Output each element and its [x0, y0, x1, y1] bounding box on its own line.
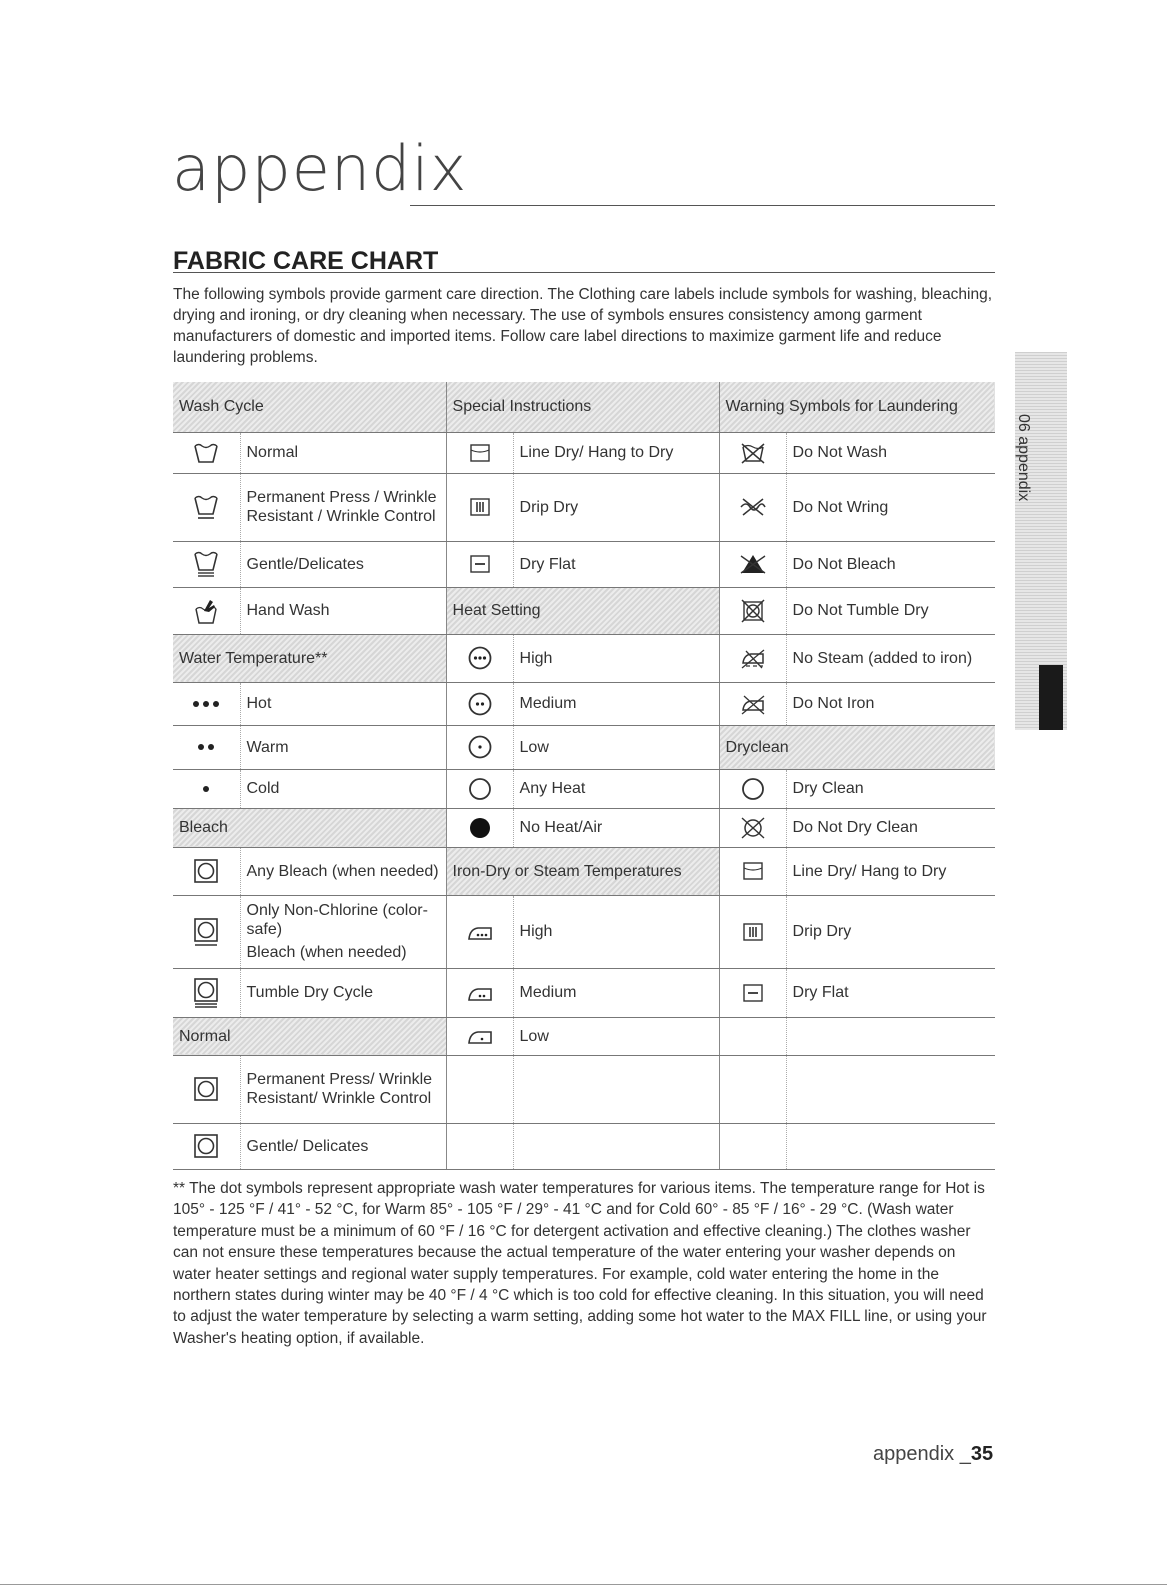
line-dry-icon	[446, 432, 513, 473]
wash-permanent-press-label: Permanent Press / Wrinkle Resistant / Wrinkle Control	[240, 473, 446, 541]
non-chlorine-bleach-label	[240, 895, 446, 968]
hand-wash-icon	[173, 587, 240, 634]
water-warm-label: Warm	[240, 725, 446, 769]
normal-permanent-press-label: Permanent Press/ Wrinkle Resistant/ Wrinkle Control	[240, 1055, 446, 1123]
table-row	[173, 541, 995, 587]
table-row	[173, 769, 995, 808]
iron-high-label: High	[513, 895, 719, 968]
iron-medium-label: Medium	[513, 968, 719, 1017]
page-footer	[873, 1443, 993, 1466]
table-row	[173, 432, 995, 473]
any-bleach-label: Any Bleach (when needed)	[240, 847, 446, 895]
heat-any-label: Any Heat	[513, 769, 719, 808]
table-row	[173, 725, 995, 769]
title-rule	[410, 205, 995, 206]
iron-low-label: Low	[513, 1017, 719, 1055]
tub-icon	[173, 432, 240, 473]
normal-gentle-label: Gentle/ Delicates	[240, 1123, 446, 1169]
dryer-no-heat-icon	[446, 808, 513, 847]
header-iron-temperatures: Iron-Dry or Steam Temperatures	[446, 847, 719, 895]
dryclean-dry-flat-label: Dry Flat	[786, 968, 995, 1017]
table-row	[173, 808, 995, 847]
table-row	[173, 847, 995, 895]
heading-rule	[173, 272, 995, 273]
no-steam-icon	[719, 634, 786, 682]
warm-dots-icon	[173, 725, 240, 769]
dryer-low-heat-icon	[446, 725, 513, 769]
tub-permanent-press-icon	[173, 473, 240, 541]
do-not-tumble-dry-label: Do Not Tumble Dry	[786, 587, 995, 634]
tumble-dry-permanent-press-icon	[173, 895, 240, 968]
dryclean-drip-dry-label: Drip Dry	[786, 895, 995, 968]
page-title: appendix	[172, 132, 468, 205]
do-not-iron-icon	[719, 682, 786, 725]
do-not-iron-label: Do Not Iron	[786, 682, 995, 725]
wash-normal-label: Normal	[240, 432, 446, 473]
header-wash-cycle: Wash Cycle	[173, 382, 446, 432]
page-number: 35	[970, 1443, 994, 1465]
wash-gentle-label: Gentle/Delicates	[240, 541, 446, 587]
table-row	[173, 895, 995, 968]
water-hot-label: Hot	[240, 682, 446, 725]
do-not-wash-icon	[719, 432, 786, 473]
do-not-bleach-label: Do Not Bleach	[786, 541, 995, 587]
hot-dots-icon	[173, 682, 240, 725]
intro-paragraph: The following symbols provide garment care direction. The Clothing care labels include symbols for washing, bleaching, drying and ironing, or dry cleaning when necessary. The use of symbols ensures consistency among garment manufacturers of domestic and imported items. Follow care label directions to maximize garment life and reduce laundering problems.	[173, 286, 993, 366]
do-not-wring-icon	[719, 473, 786, 541]
dryer-medium-heat-icon	[446, 682, 513, 725]
table-row	[173, 1123, 995, 1169]
header-heat-setting: Heat Setting	[446, 587, 719, 634]
header-special-instructions: Special Instructions	[446, 382, 719, 432]
dryclean-line-dry-label: Line Dry/ Hang to Dry	[786, 847, 995, 895]
iron-low-icon	[446, 1017, 513, 1055]
do-not-dry-clean-label: Do Not Dry Clean	[786, 808, 995, 847]
heat-high-label: High	[513, 634, 719, 682]
table-row	[173, 1055, 995, 1123]
tumble-dry-cycle-label: Tumble Dry Cycle	[240, 968, 446, 1017]
table-row	[173, 587, 995, 634]
dry-clean-icon	[719, 769, 786, 808]
iron-medium-icon	[446, 968, 513, 1017]
table-row	[173, 634, 995, 682]
dry-flat-label: Dry Flat	[513, 541, 719, 587]
table-row	[173, 473, 995, 541]
table-row	[173, 382, 995, 432]
chapter-side-tab	[1015, 352, 1067, 730]
do-not-wash-label: Do Not Wash	[786, 432, 995, 473]
non-chlorine-line-2: Bleach (when needed)	[246, 944, 407, 961]
dryer-any-heat-icon	[446, 769, 513, 808]
water-cold-label: Cold	[240, 769, 446, 808]
dry-flat-icon	[719, 968, 786, 1017]
side-tab-marker	[1039, 665, 1063, 730]
drip-dry-icon	[719, 895, 786, 968]
page-label: appendix _	[873, 1443, 971, 1465]
section-heading: FABRIC CARE CHART	[173, 247, 439, 275]
table-row	[173, 1017, 995, 1055]
heat-none-label: No Heat/Air	[513, 808, 719, 847]
header-bleach: Bleach	[173, 808, 446, 847]
hand-wash-label: Hand Wash	[240, 587, 446, 634]
line-dry-label: Line Dry/ Hang to Dry	[513, 432, 719, 473]
non-chlorine-line-1: Only Non-Chlorine (color-safe)	[246, 902, 428, 938]
fabric-care-table	[173, 382, 995, 1170]
tumble-dry-normal-icon	[173, 1123, 240, 1169]
line-dry-icon	[719, 847, 786, 895]
header-water-temperature: Water Temperature**	[173, 634, 446, 682]
dry-clean-label: Dry Clean	[786, 769, 995, 808]
table-row	[173, 682, 995, 725]
tub-gentle-icon	[173, 541, 240, 587]
table-row	[173, 968, 995, 1017]
side-tab-label: 06 appendix	[1015, 414, 1032, 502]
header-normal: Normal	[173, 1017, 446, 1055]
tumble-dry-gentle-icon	[173, 968, 240, 1017]
drip-dry-label: Drip Dry	[513, 473, 719, 541]
do-not-dry-clean-icon	[719, 808, 786, 847]
tumble-dry-normal-icon	[173, 847, 240, 895]
drip-dry-icon	[446, 473, 513, 541]
iron-high-icon	[446, 895, 513, 968]
heat-low-label: Low	[513, 725, 719, 769]
header-dryclean: Dryclean	[719, 725, 995, 769]
do-not-bleach-icon	[719, 541, 786, 587]
heat-medium-label: Medium	[513, 682, 719, 725]
do-not-wring-label: Do Not Wring	[786, 473, 995, 541]
do-not-tumble-dry-icon	[719, 587, 786, 634]
no-steam-label: No Steam (added to iron)	[786, 634, 995, 682]
cold-dot-icon	[173, 769, 240, 808]
bottom-rule	[0, 1584, 1167, 1585]
tumble-dry-normal-icon	[173, 1055, 240, 1123]
footnote: ** The dot symbols represent appropriate wash water temperatures for various items. The temperature range for Hot is 105° - 125 °F / 41° - 52 °C, for Warm 85° - 105 °F / 29° - 41 °C and for Cold 60° - 85 °F / 16° - 29 °C. (Wash water temperature must be a minimum of 60 °F / 16 °C for detergent activation and effective cleaning.) The clothes washer can not ensure these temperatures because the actual temperature of the water entering your washer depends on water heater settings and regional water supply temperatures. For example, cold water entering the home in the northern states during winter may be 40 °F / 4 °C which is too cold for effective cleaning. In this situation, you will need to adjust the water temperature by selecting a warm setting, adding some hot water to the MAX FILL line, or using your Washer's heating option, if available.	[173, 1180, 987, 1347]
header-warning-symbols: Warning Symbols for Laundering	[719, 382, 995, 432]
dry-flat-icon	[446, 541, 513, 587]
dryer-high-heat-icon	[446, 634, 513, 682]
